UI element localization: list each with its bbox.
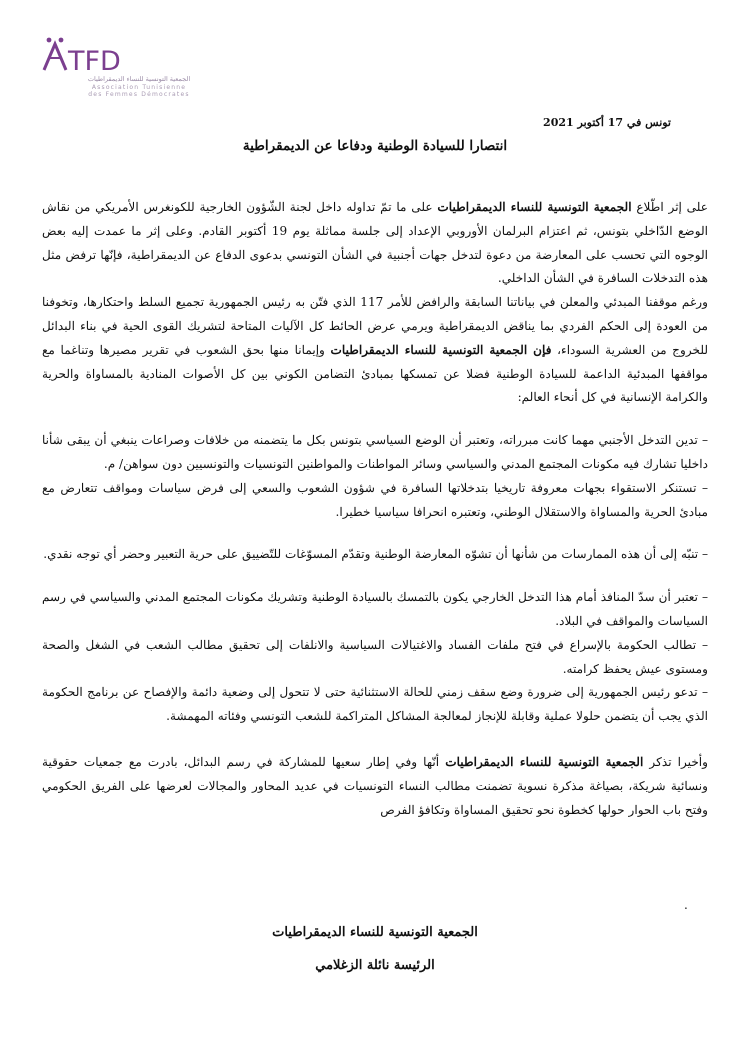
document-title: انتصارا للسيادة الوطنية ودفاعا عن الديمقراطية	[242, 138, 508, 154]
list-item: – تدعو رئيس الجمهورية إلى ضرورة وضع سقف زمني للحالة الاستثنائية حتى لا تتحول إلى وضعية دائمة والإفصاح عن برنامج الحكومة الذي يجب أن يتضمن حلولا عملية وقابلة للإنجاز لمعالجة المشاكل المتراكمة للشعب التونسي وفئاته المهمشة.	[42, 685, 708, 724]
signature-president: الرئيسة نائلة الزغلامي	[315, 958, 435, 973]
paragraph-closing: وأخيرا تذكر الجمعية التونسية للنساء الديمقراطيات أنّها وفي إطار سعيها للمشاركة في رسم البدائل، بادرت مع جمعيات حقوقية ونسائية شريكة، بصياغة مذكرة نسوية تضمنت مطالب النساء التونسيات في عديد المحاور والمجالات لعرضها على الفريق الحكومي وفتح باب الحوار حولها كخطوة نحو تحقيق المساواة وتكافؤ الفرص	[42, 754, 708, 817]
trailing-dot: .	[684, 898, 688, 912]
logo-wordmark: TFD	[68, 46, 121, 76]
logo-arabic-name: الجمعية التونسية للنساء الديمقراطيات	[87, 75, 191, 83]
logo-french-name: Association Tunisienne des Femmes Démocrates	[88, 84, 190, 98]
document-body	[42, 196, 708, 822]
atfd-logo-mark	[40, 36, 150, 76]
list-item: – تستنكر الاستقواء بجهات معروفة تاريخيا بتدخلاتها السافرة في شؤون الشعوب والسعي إلى فرض سياسات ومواقف تتعارض مع مبادئ الحرية والمساواة والاستقلال الوطني، وتعتبره انحرافا سياسيا خطيرا.	[42, 480, 708, 519]
signature-org: الجمعية التونسية للنساء الديمقراطيات	[272, 925, 478, 940]
list-item: – تعتبر أن سدّ المنافذ أمام هذا التدخل الخارجي يكون بالتمسك بالسيادة الوطنية وتشريك مكونات المجتمع المدني والسياسي في رسم السياسات والمواقف في البلاد.	[42, 590, 708, 628]
atfd-logo	[40, 36, 190, 96]
document-date: تونس في 17 أكتوبر 2021	[543, 116, 671, 129]
list-item: – تنبّه إلى أن هذه الممارسات من شأنها أن تشوّه المعارضة الوطنية وتقدّم المسوّغات للتّضييق على حرية التعبير وحضر أي توجه نقدي.	[43, 547, 708, 562]
list-item: – تدين التدخل الأجنبي مهما كانت مبرراته، وتعتبر أن الوضع السياسي بتونس بكل ما يتضمنه من خلافات وصراعات ينبغي أن يبقى شأنا داخليا تشارك فيه مكونات المجتمع المدني والسياسي وسائر المواطنات والمواطنين التونسيات والتونسيين دون سواهن/ م.	[42, 433, 708, 471]
paragraph-position: ورغم موقفنا المبدئي والمعلن في بياناتنا السابقة والرافض للأمر 117 الذي فتّن به رئيس الجمهورية تجميع السلط واحتكارها، وتخوفنا من العودة إلى الحكم الفردي بما يناقض الديمقراطية ويرمي عرض الحائط كل الآليات المتاحة لتشريك القوى الحية في بناء البدائل للخروج من العشرية السوداء، فإن الجمعية التونسية للنساء الديمقراطيات وإيمانا منها بحق الشعوب في تقرير مصيرها وتناغما مع مواقفها المبدئية الداعمة للسيادة الوطنية فضلا عن تمسكها بمبادئ التضامن الكوني بين كل الأصوات المنادية بالمساواة والحرية والكرامة الإنسانية في كل أنحاء العالم:	[42, 295, 709, 405]
paragraph-intro: على إثر اطّلاع الجمعية التونسية للنساء الديمقراطيات على ما تمّ تداوله داخل لجنة الشّؤون الخارجية للكونغرس الأمريكي من نقاش الوضع الدّاخلي بتونس، ثم اعتزام البرلمان الأوروبي الإعداد إلى جلسة مماثلة يوم 19 أكتوبر القادم. وعلى إثر ما عمدت إليه بعض الوجوه التي تحسب على المعارضة من دعوة لتدخل جهات أجنبية في الشأن التونسي بدعوى الدفاع عن الديمقراطية، فإنّها ترفض مثل هذه التدخلات السافرة في الشأن الداخلي.	[42, 200, 708, 286]
list-item: – تطالب الحكومة بالإسراع في فتح ملفات الفساد والاغتيالات السياسية والانلفات إلى تحقيق مطالب الشعب في الشغل والصحة ومستوى عيش يحفظ كرامته.	[42, 637, 708, 676]
